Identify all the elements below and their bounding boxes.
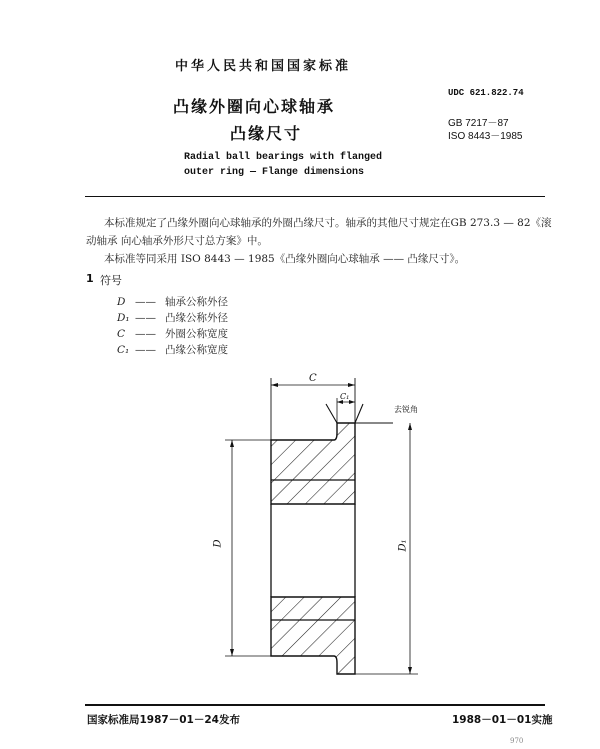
label-d1: D₁ xyxy=(397,539,409,552)
section1-title: 符号 xyxy=(100,274,122,287)
lower-section xyxy=(271,597,355,674)
title-en-line1: Radial ball bearings with flanged xyxy=(184,152,383,163)
upper-section xyxy=(271,423,355,504)
symbol-dash: —— xyxy=(135,328,156,340)
footer-effective: 1988－01－01实施 xyxy=(452,714,553,726)
symbol: D₁ xyxy=(117,312,130,324)
section1-number: 1 xyxy=(86,272,94,285)
symbol-desc: 凸缘公称外径 xyxy=(165,312,228,324)
symbol: C xyxy=(117,328,126,340)
label-d: D xyxy=(212,539,224,548)
intro-para1-line2: 动轴承 向心轴承外形尺寸总方案》中。 xyxy=(86,235,268,247)
label-c1: C₁ xyxy=(340,392,350,401)
symbol: C₁ xyxy=(117,344,130,356)
intro-para2: 本标准等同采用 ISO 8443 — 1985《凸缘外圈向心球轴承 —— 凸缘尺寸》。 xyxy=(104,253,466,265)
udc-code: UDC 621.822.74 xyxy=(448,88,524,98)
symbol: D xyxy=(117,296,126,308)
bottom-rule xyxy=(85,704,545,706)
footer-issuer: 国家标准局1987－01－24发布 xyxy=(87,714,240,726)
symbol-dash: —— xyxy=(135,296,156,308)
symbol-desc: 轴承公称外径 xyxy=(165,296,228,308)
symbol-desc: 凸缘公称宽度 xyxy=(165,344,228,356)
standard-org: 中华人民共和国国家标准 xyxy=(175,59,352,74)
page-mark: 970 xyxy=(510,737,524,745)
symbol-dash: —— xyxy=(135,312,156,324)
label-c: C xyxy=(309,373,317,384)
symbol-dash: —— xyxy=(135,344,156,356)
intro-para1-line1: 本标准规定了凸缘外圈向心球轴承的外圈凸缘尺寸。轴承的其他尺寸规定在GB 273.3 — 82《滚 xyxy=(104,217,552,229)
gb-code: GB 7217－87 xyxy=(448,118,509,129)
title-cn-line2: 凸缘尺寸 xyxy=(230,124,303,143)
symbol-desc: 外圈公称宽度 xyxy=(165,328,228,340)
iso-code: ISO 8443－1985 xyxy=(448,131,523,142)
title-en-line2: outer ring — Flange dimensions xyxy=(184,167,365,178)
title-cn-line1: 凸缘外圈向心球轴承 xyxy=(173,97,336,116)
label-chamfer: 去锐角 xyxy=(394,405,418,414)
